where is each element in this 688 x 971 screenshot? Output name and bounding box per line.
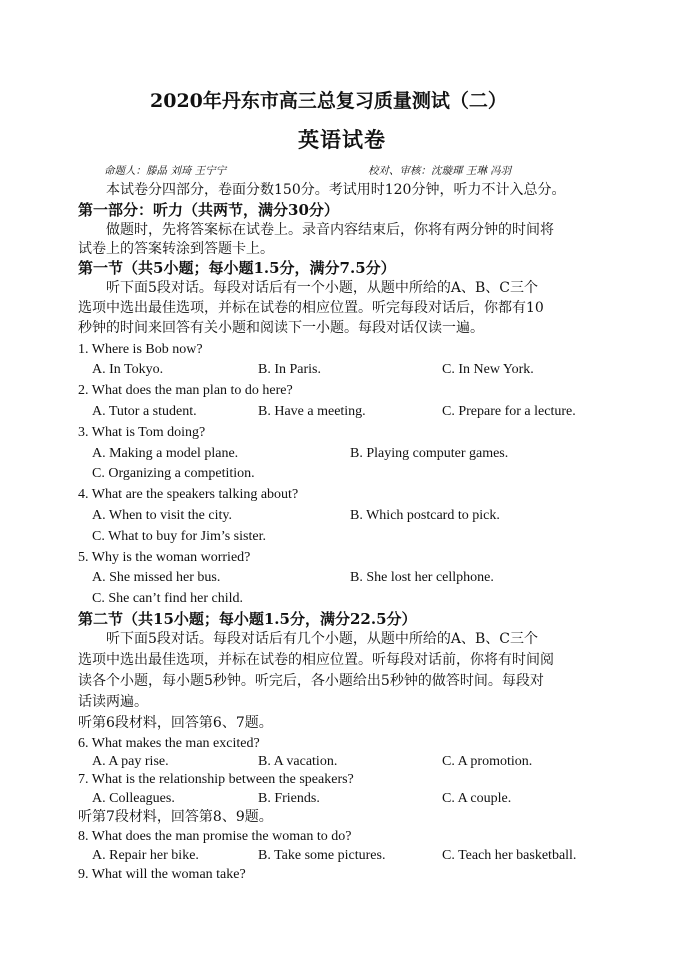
section1-instruction-line: 选项中选出最佳选项，并标在试卷的相应位置。听完每段对话后，你都有10 [78, 300, 544, 316]
part1-instruction-line: 做题时，先将答案标在试卷上。录音内容结束后，你将有两分钟的时间将 [106, 222, 554, 238]
section1-instruction-line: 听下面5段对话。每段对话后有一个小题，从题中所给的A、B、C三个 [106, 280, 539, 296]
material-6-label: 听第6段材料，回答第6、7题。 [78, 715, 273, 731]
option-c: C. Organizing a competition. [92, 466, 255, 481]
option-a: A. Colleagues. [92, 791, 175, 806]
option-b: B. A vacation. [258, 754, 338, 769]
section2-instruction-line: 选项中选出最佳选项，并标在试卷的相应位置。听每段对话前，你将有时间阅 [78, 652, 554, 668]
option-c: C. A promotion. [442, 754, 533, 769]
question-7: 7. What is the relationship between the speakers? [78, 772, 354, 787]
option-a: A. Tutor a student. [92, 404, 197, 419]
option-b: B. She lost her cellphone. [350, 570, 494, 585]
option-a: A. She missed her bus. [92, 570, 221, 585]
question-5: 5. Why is the woman worried? [78, 550, 251, 565]
option-b: B. Have a meeting. [258, 404, 366, 419]
option-b: B. Playing computer games. [350, 446, 509, 461]
question-6: 6. What makes the man excited? [78, 736, 260, 751]
option-c: C. In New York. [442, 362, 534, 377]
option-c: C. A couple. [442, 791, 512, 806]
option-c: C. She can’t find her child. [92, 591, 243, 606]
option-b: B. Take some pictures. [258, 848, 386, 863]
option-a: A. Making a model plane. [92, 446, 239, 461]
option-b: B. Which postcard to pick. [350, 508, 500, 523]
option-c: C. Prepare for a lecture. [442, 404, 576, 419]
reviewers-line: 校对、审核：沈璇琿 王琳 冯羽 [368, 165, 512, 177]
option-c: C. What to buy for Jim’s sister. [92, 529, 266, 544]
section2-heading: 第二节（共15小题；每小题1.5分，满分22.5分） [78, 610, 417, 628]
exam-subject: 英语试卷 [298, 127, 386, 152]
question-1: 1. Where is Bob now? [78, 342, 203, 357]
question-8: 8. What does the man promise the woman to do? [78, 829, 352, 844]
option-a: A. When to visit the city. [92, 508, 232, 523]
authors-line: 命题人：滕晶 刘琦 王宁宁 [104, 165, 227, 177]
question-4: 4. What are the speakers talking about? [78, 487, 299, 502]
option-b: B. In Paris. [258, 362, 321, 377]
section1-heading: 第一节（共5小题；每小题1.5分，满分7.5分） [78, 259, 396, 277]
question-9: 9. What will the woman take? [78, 867, 246, 882]
section2-instruction-line: 话读两遍。 [78, 694, 148, 710]
question-2: 2. What does the man plan to do here? [78, 383, 293, 398]
section2-instruction-line: 读各个小题，每小题5秒钟。听完后，各小题给出5秒钟的做答时间。每段对 [78, 673, 544, 689]
option-b: B. Friends. [258, 791, 320, 806]
material-7-label: 听第7段材料，回答第8、9题。 [78, 809, 273, 825]
option-c: C. Teach her basketball. [442, 848, 577, 863]
section1-instruction-line: 秒钟的时间来回答有关小题和阅读下一小题。每段对话仅读一遍。 [78, 320, 484, 336]
question-3: 3. What is Tom doing? [78, 425, 206, 440]
section2-instruction-line: 听下面5段对话。每段对话后有几个小题，从题中所给的A、B、C三个 [106, 631, 539, 647]
option-a: A. A pay rise. [92, 754, 169, 769]
option-a: A. Repair her bike. [92, 848, 199, 863]
option-a: A. In Tokyo. [92, 362, 164, 377]
exam-title: 2020年丹东市高三总复习质量测试（二） [150, 90, 507, 112]
part1-instruction-line: 试卷上的答案转涂到答题卡上。 [78, 241, 274, 257]
part1-heading: 第一部分：听力（共两节，满分30分） [78, 201, 339, 219]
intro-text: 本试卷分四部分，卷面分数150分。考试用时120分钟，听力不计入总分。 [106, 182, 566, 198]
